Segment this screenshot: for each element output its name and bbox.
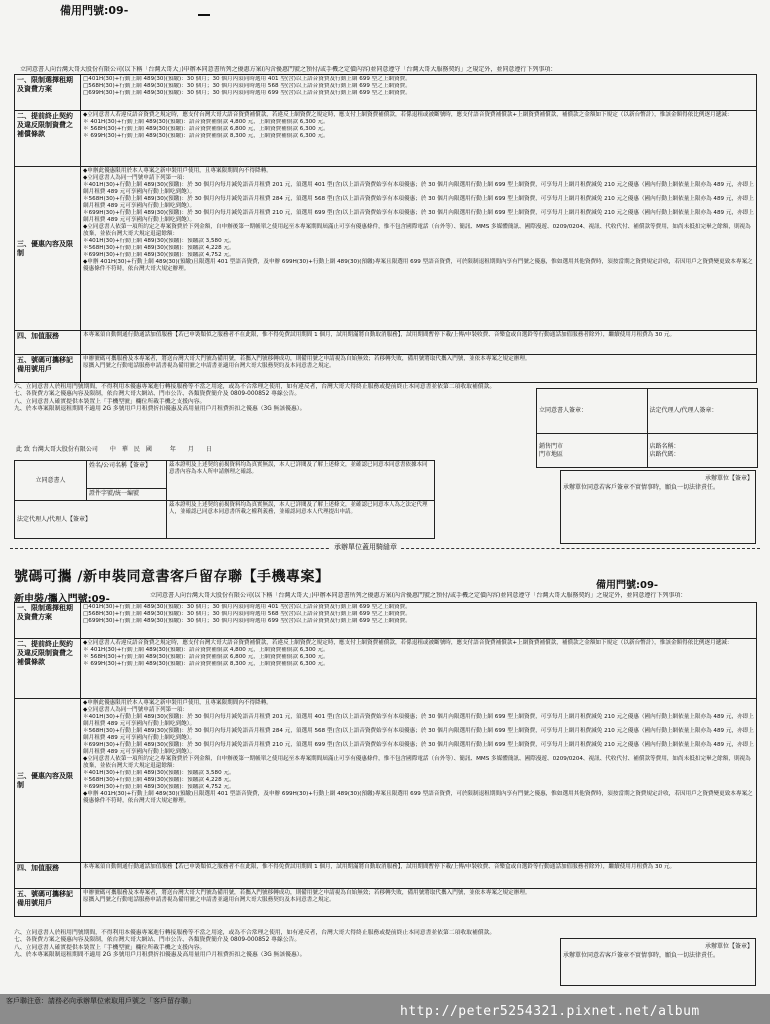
name-label: 姓名/公司名稱【簽章】 [87, 461, 167, 489]
prepay-568: ＊568H(30)+行動上網 489(30)(預繳)：預繳款 4,228 元。 [83, 777, 235, 783]
customer-copy-note: 客戶聯注意：請務必向承辦單位索取用戶號之「客戶留存聯」 [6, 997, 195, 1005]
row-label: 五、號碼可攜移記備用號用戶 [15, 355, 81, 383]
row-label: 五、號碼可攜移記備用號用戶 [15, 889, 81, 917]
row-label: 四、加值服務 [15, 863, 81, 889]
value-added-text: 本專案須自動開通行動通話加值服務【若已申裝類似之服務者不在此限，惟不得免費試用期間 1 個月，試用期滿將自動取消服務】，試用期間暫停下載/上傳/申裝收費、音樂盒或自選鈴等行動通話加值服務者除外），繼續使用月租費為 30 元。 [83, 332, 676, 338]
plan-option-568: □568H(30)+行動上網 489(30)(預繳)：30 個月；30 個月內須同時選用 568 型(含)以上語音資費及行動上網 699 型之上網資費。 [83, 611, 411, 617]
row-label: 三、優惠內容及限制 [15, 699, 81, 863]
prepay-401: ＊401H(30)+行動上網 489(30)(預繳)：預繳款 3,580 元。 [83, 238, 235, 244]
row-label: 四、加值服務 [15, 331, 81, 355]
note-item: 七、各資費方案之優惠內容及限制，依台灣大哥大網站、門市公告、各類資費簡介及 0809-000852 專線公告。 [14, 391, 301, 398]
discount-line: ◆立同意書人為同一門號申請下列第一項： [83, 707, 188, 713]
row-label: 三、優惠內容及限制 [15, 167, 81, 331]
watermark-url: http://peter5254321.pixnet.net/album [400, 1004, 700, 1019]
header-mark [198, 14, 210, 16]
note-item: 七、各資費方案之優惠內容及限制，依台灣大哥大網站、門市公告、各類資費簡介及 0809-000852 專線公告。 [14, 937, 301, 944]
agent-consent: 茲本證明及上述契約前揭資料均為真實無誤，本人已詳閱及了解上述條文，並確認已同意本人為之法定代理人，並確認已同意本同意書所載之權利義務，並確認同意本人代理提出申請。 [167, 501, 435, 539]
note-item: 九、於本專案限制退租期間不適用 2G 多號用戶月租費折扣優惠及高用量用戶月租費折扣之優惠（3G 無該優惠）。 [14, 952, 306, 959]
row-label: 二、提前終止契約及違反限制資費之補償條款 [15, 639, 81, 699]
prepay-699: ＊699H(30)+行動上網 489(30)(預繳)：預繳款 4,752 元。 [83, 784, 235, 790]
value-added-text: 本專案須自動開通行動通話加值服務【若已申裝類似之服務者不在此限，惟不得免費試用期間 1 個月，試用期滿將自動取消服務】，試用期間暫停下載/上傳/申裝收費、音樂盒或自選鈴等行動通話加值服務者除外），繼續使用月租費為 30 元。 [83, 864, 676, 870]
row-value-added [15, 331, 757, 355]
row-label: 一、限制選擇租期及資費方案 [15, 75, 81, 111]
discount-line: ◆申辦 401H(30)+行動上網 489(30)(預繳)且限選用 401 型語音資費，及申辦 699H(30)+行動上網 489(30)(預繳)專案且限選用 699 型語音資費，可於限制退租期間內享有門號之優惠，惟如選用其他資費時，須按當期之資費規定計收，若因用戶之資費變更致本專案之優惠條件不符時，依台灣大哥大規定辦理。 [83, 259, 753, 272]
compensation-699: ＊ 699H(30)+行動上網 489(30)(預繳)：語音資費補償款 8,300 元，上網資費補償款 6,300 元。 [83, 133, 329, 139]
intro-text-2: 立同意書人向台灣大哥大股份有限公司(以下稱「台灣大哥大」)申辦本同意書所列之優惠方案(內含優惠門號之預付/或手機之定價內容)並同意遵守「台灣大哥大服務契約」之規定外，並同意遵行下列事項： [150, 592, 687, 599]
discount-line: ＊568H(30)+行動上網 489(30)(預繳)：於 30 個月內每月減免語音月租費 284 元，須選用 568 型(含)以上語音資費始享有本項優惠；於 30 個月內限選用行動上網 699 型上網資費，可享每月上網月租費減免 210 元之優惠（國內行動上網依量上限亦為 489 元，亦即上網月租費 489 元可享國內行動上網吃到飽）。 [83, 196, 754, 209]
portability-text: 申辦號碼可攜服務及本專案者，將送台灣大哥大門號為備用號，若攜入門號移轉成功，則備用號之申請視為自始無效；若移轉失敗，備用號將取代攜入門號，並依本專案之規定辦理。 [83, 356, 531, 362]
plan-option-568: □568H(30)+行動上網 489(30)(預繳)：30 個月；30 個月內須同時選用 568 型(含)以上語音資費及行動上網 699 型之上網資費。 [83, 83, 411, 89]
handler-stamp-title: 承辦單位【簽章】 [704, 475, 753, 482]
notes-block-2 [14, 930, 544, 960]
handler-stamp-box-2 [560, 938, 756, 986]
row-rental-limit [15, 75, 757, 111]
applicant-label: 立同意書人 [15, 461, 87, 501]
discount-line: ◆立同意書人依第一項所約定之專案資費於下列金額，自申辦後第一期帳單之使用起至本專案期間屆滿止可享有優惠條件，惟不包含國際電話（台外等）、簡訊、MMS 多媒體簡訊、國際漫遊、0209/0204、視訊、代收代付、補償款等費用，如尚未抵扣完畢之餘額，則視為放棄，並依台灣大哥大規定退還餘額： [83, 224, 751, 237]
signature-area [536, 388, 758, 468]
agent-signature: 法定代理人/代理人簽章： [647, 389, 757, 434]
portability-text: 申辦號碼可攜服務及本專案者，將送台灣大哥大門號為備用號，若攜入門號移轉成功，則備用號之申請視為自始無效；若移轉失敗，備用號將取代攜入門號，並依本專案之規定辦理。 [83, 890, 531, 896]
row-discount [15, 167, 757, 331]
customer-copy-title: 號碼可攜 /新申裝同意書客戶留存聯【手機專案】 [14, 569, 330, 585]
row-label: 一、限制選擇租期及資費方案 [15, 603, 81, 639]
plan-option-699: □699H(30)+行動上網 489(30)(預繳)：30 個月；30 個月內須同時選用 699 型(含)以上語音資費及行動上網 699 型之上網資費。 [83, 90, 411, 96]
prepay-401: ＊401H(30)+行動上網 489(30)(預繳)：預繳款 3,580 元。 [83, 770, 235, 776]
discount-line: ＊401H(30)+行動上網 489(30)(預繳)：於 30 個月內每月減免語音月租費 201 元，須選用 401 型(含)以上語音資費始享有本項優惠；於 30 個月內限選用行動上網 699 型上網資費，可享每月上網月租費減免 210 元之優惠（國內行動上網依量上限亦為 489 元，亦即上網月租費 489 元可享國內行動上網吃到飽）。 [83, 714, 754, 727]
discount-line: ◆立同意書人為同一門號申請下列第一項： [83, 175, 188, 181]
compensation-401: ＊ 401H(30)+行動上網 489(30)(預繳)：語音資費補償款 4,800 元，上網資費補償款 6,300 元。 [83, 647, 329, 653]
sign-table [14, 460, 435, 539]
note-item: 六、立同意書人於租用門號期間，不得利用本優惠專案進行轉接服務等不當之用途，或為不合常理之使用，如有違反者，台灣大哥大得終止服務或提前終止本同意書並依第二項收取補償款。 [14, 384, 496, 390]
plan-option-401: □401H(30)+行動上網 489(30)(預繳)：30 個月；30 個月內須同時選用 401 型(含)以上語音資費及行動上網 699 型之上網資費。 [83, 604, 411, 610]
discount-line: ＊699H(30)+行動上網 489(30)(預繳)：於 30 個月內每月減免語音月租費 210 元，須選用 699 型(含)以上語音資費始享有本項優惠；於 30 個月內限選用行動上網 699 型上網資費，可享每月上網月租費減免 210 元之優惠（國內行動上網依量上限亦為 489 元，亦即上網月租費 489 元可享國內行動上網吃到飽）。 [83, 742, 754, 755]
portability-text: 原攜入門號之行動電話服務申請書視為備用號之申請書並適用台灣大哥大服務契約及本同意書之規定。 [83, 897, 335, 903]
plan-option-401: □401H(30)+行動上網 489(30)(預繳)：30 個月；30 個月內須同時選用 401 型(含)以上語音資費及行動上網 699 型之上網資費。 [83, 76, 411, 82]
compensation-568: ＊ 568H(30)+行動上網 489(30)(預繳)：語音資費補償款 6,800 元，上網資費補償款 6,300 元。 [83, 654, 329, 660]
backup-number-label-2: 備用門號:09- [596, 580, 659, 591]
discount-line: ◆申辦 401H(30)+行動上網 489(30)(預繳)且限選用 401 型語音資費，及申辦 699H(30)+行動上網 489(30)(預繳)專案且限選用 699 型語音資費，可於限制退租期間內享有門號之優惠，惟如選用其他資費時，須按當期之資費規定計收，若因用戶之資費變更致本專案之優惠條件不符時，依台灣大哥大規定辦理。 [83, 791, 753, 804]
row-label: 二、提前終止契約及違反限制資費之補償條款 [15, 111, 81, 167]
id-label: 證件字號/統一編號 [87, 489, 167, 501]
new-number-label: 新申裝/攜入門號:09- [14, 594, 110, 605]
compensation-401: ＊ 401H(30)+行動上網 489(30)(預繳)：語音資費補償款 4,800 元，上網資費補償款 6,300 元。 [83, 119, 329, 125]
compensation-rule: ◆立同意書人若違反語音資費之規定時，應支付台灣大哥大語音資費補償款，若違反上網資費之規定時，應支付上網資費補償款，若係退租或被斷號時，應支付語音資費補償款+上網資費補償款，補償款之金額如下規定（以新台幣計），惟該金額得依比例逐月遞減： [83, 112, 733, 118]
terms-table [14, 74, 757, 383]
note-item: 八、立同意書人確實提供本裝置上「手機型號」欄位所載手機之支援內容。 [14, 944, 206, 951]
discount-line: ＊568H(30)+行動上網 489(30)(預繳)：於 30 個月內每月減免語音月租費 284 元，須選用 568 型(含)以上語音資費始享有本項優惠；於 30 個月內限選用行動上網 699 型上網資費，可享每月上網月租費減免 210 元之優惠（國內行動上網依量上限亦為 489 元，亦即上網月租費 489 元可享國內行動上網吃到飽）。 [83, 728, 754, 741]
intro-text: 立同意書人向台灣大哥大股份有限公司(以下稱「台灣大哥大」)申辦本同意書所列之優惠方案(內含優惠門號之預付/或手機之定價內容)並同意遵守「台灣大哥大服務契約」之規定外，並同意遵行下列事項： [20, 66, 557, 73]
handler-stamp-text: 承辦單位同意若客戶簽章不實情事時，願負一切法律責任。 [563, 484, 720, 491]
compensation-568: ＊ 568H(30)+行動上網 489(30)(預繳)：語音資費補償款 6,800 元，上網資費補償款 6,300 元。 [83, 126, 329, 132]
discount-line: ＊699H(30)+行動上網 489(30)(預繳)：於 30 個月內每月減免語音月租費 210 元，須選用 699 型(含)以上語音資費始享有本項優惠；於 30 個月內限選用行動上網 699 型上網資費，可享每月上網月租費減免 210 元之優惠（國內行動上網依量上限亦為 489 元，亦即上網月租費 489 元可享國內行動上網吃到飽）。 [83, 210, 754, 223]
discount-line: ◆申辦此優惠限用於本人專案之新申裝用戶使用，且專案限期間內不得降轉。 [83, 168, 272, 174]
branch-label: 門市地區 [539, 450, 564, 458]
sales-store-label: 銷售門市 [539, 442, 564, 450]
discount-line: ◆申辦此優惠限用於本人專案之新申裝用戶使用，且專案限期間內不得降轉。 [83, 700, 272, 706]
seal-label: 承辦單位蓋用騎縫章 [330, 543, 401, 551]
note-item: 六、立同意書人於租用門號期間，不得利用本優惠專案進行轉接服務等不當之用途，或為不合常理之使用，如有違反者，台灣大哥大得終止服務或提前終止本同意書並依第二項收取補償款。 [14, 930, 496, 936]
handler-stamp-box [560, 470, 756, 544]
handler-stamp-title-2: 承辦單位【簽章】 [704, 943, 753, 950]
applicant-signature: 立同意書人簽章： [537, 389, 647, 434]
discount-line: ◆立同意書人依第一項所約定之專案資費於下列金額，自申辦後第一期帳單之使用起至本專案期間屆滿止可享有優惠條件，惟不包含國際電話（台外等）、簡訊、MMS 多媒體簡訊、國際漫遊、0209/0204、視訊、代收代付、補償款等費用，如尚未抵扣完畢之餘額，則視為放棄，並依台灣大哥大規定退還餘額： [83, 756, 751, 769]
discount-line: ＊401H(30)+行動上網 489(30)(預繳)：於 30 個月內每月減免語音月租費 201 元，須選用 401 型(含)以上語音資費始享有本項優惠；於 30 個月內限選用行動上網 699 型上網資費，可享每月上網月租費減免 210 元之優惠（國內行動上網依量上限亦為 489 元，亦即上網月租費 489 元可享國內行動上網吃到飽）。 [83, 182, 754, 195]
backup-number-label: 備用門號:09- [60, 4, 129, 17]
prepay-568: ＊568H(30)+行動上網 489(30)(預繳)：預繳款 4,228 元。 [83, 245, 235, 251]
store-code-label: 店路代碼： [649, 450, 680, 458]
compensation-rule: ◆立同意書人若違反語音資費之規定時，應支付台灣大哥大語音資費補償款，若違反上網資費之規定時，應支付上網資費補償款，若係退租或被斷號時，應支付語音資費補償款+上網資費補償款，補償款之金額如下規定（以新台幣計），惟該金額得依比例逐月遞減： [83, 640, 733, 646]
applicant-consent: 茲本證明及上述契約前揭資料均為真實無誤，本人已詳閱及了解上述條文，並確認已同意本同意書依據本同意書內容為本人所申請辦理之確認。 [167, 461, 435, 501]
row-early-termination [15, 111, 757, 167]
compensation-699: ＊ 699H(30)+行動上網 489(30)(預繳)：語音資費補償款 8,300 元，上網資費補償款 6,300 元。 [83, 661, 329, 667]
notes-block [14, 384, 534, 414]
note-item: 九、於本專案限制退租期間不適用 2G 多號用戶月租費折扣優惠及高用量用戶月租費折扣之優惠（3G 無該優惠）。 [14, 406, 306, 413]
terms-table-2 [14, 602, 757, 917]
store-name-label: 店路名稱： [649, 442, 680, 450]
agent-label: 法定代理人/代理人【簽章】 [15, 501, 167, 539]
row-number-portability [15, 355, 757, 383]
prepay-699: ＊699H(30)+行動上網 489(30)(預繳)：預繳款 4,752 元。 [83, 252, 235, 258]
handler-stamp-text-2: 承辦單位同意若客戶簽章不實情事時，願負一切法律責任。 [563, 952, 720, 959]
plan-option-699: □699H(30)+行動上網 489(30)(預繳)：30 個月；30 個月內須同時選用 699 型(含)以上語音資費及行動上網 699 型之上網資費。 [83, 618, 411, 624]
portability-text: 原攜入門號之行動電話服務申請書視為備用號之申請書並適用台灣大哥大服務契約及本同意書之規定。 [83, 363, 335, 369]
note-item: 八、立同意書人確實提供本裝置上「手機型號」欄位所載手機之支援內容。 [14, 398, 206, 405]
date-line: 此 致 台灣大哥大股份有限公司 中 華 民 國 年 月 日 [16, 446, 212, 453]
